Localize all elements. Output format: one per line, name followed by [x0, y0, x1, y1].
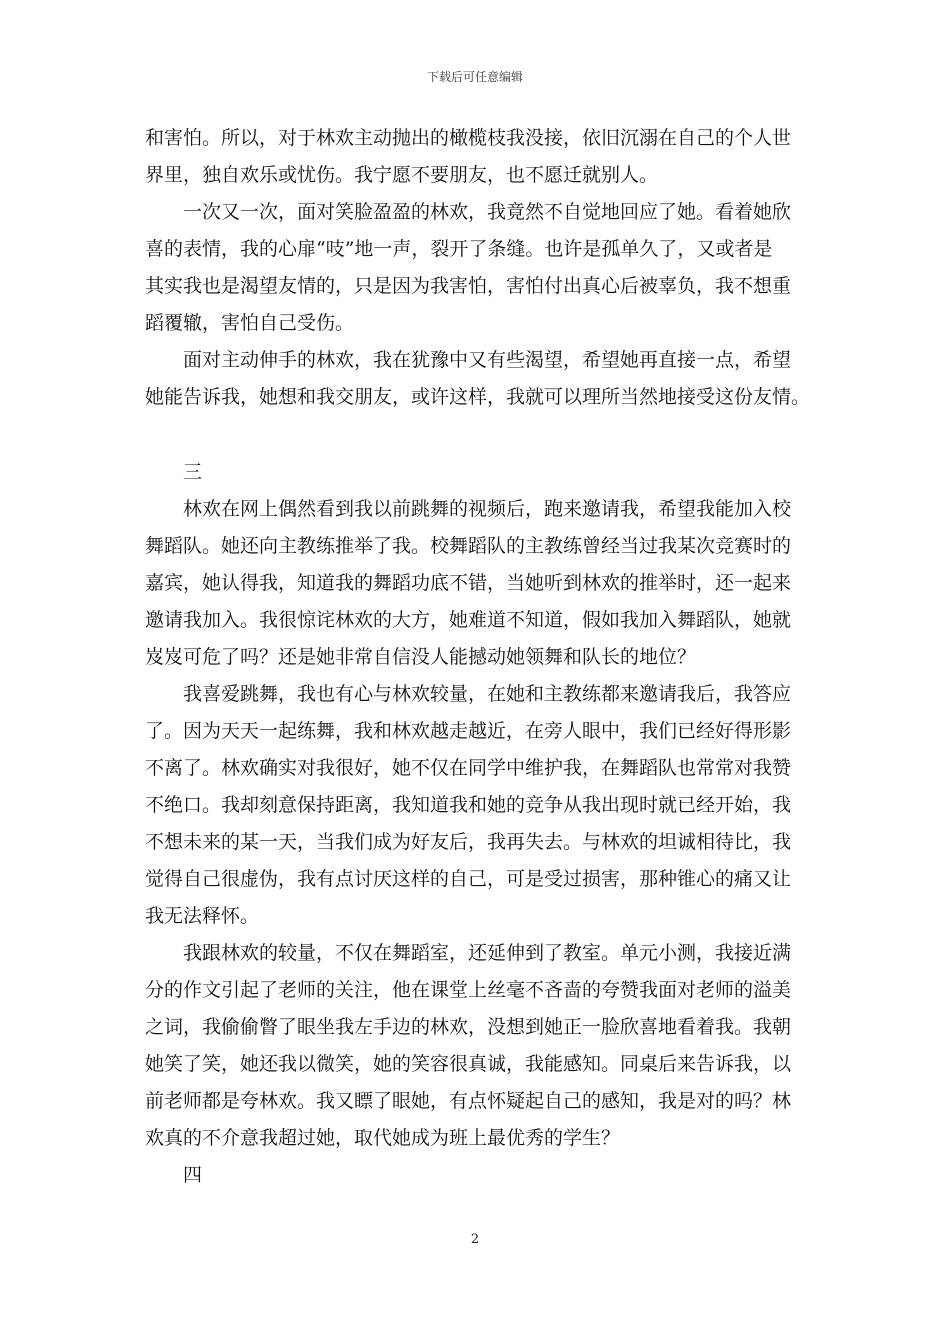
- text-line: 觉得自己很虚伪，我有点讨厌这样的自己，可是受过损害，那种锥心的痛又让: [145, 868, 792, 890]
- text-line: 其实我也是渴望友情的，只是因为我害怕，害怕付出真心后被辜负，我不想重: [145, 275, 792, 297]
- text-line: 她笑了笑，她还我以微笑，她的笑容很真诚，我能感知。同桌后来告诉我，以: [145, 1053, 792, 1075]
- paragraph-start: 一次又一次，面对笑脸盈盈的林欢，我竟然不自觉地回应了她。看着她欣: [183, 201, 792, 223]
- text-line: 之词，我偷偷瞥了眼坐我左手边的林欢，没想到她正一脸欣喜地看着我。我朝: [145, 1016, 792, 1038]
- text-line: 和害怕。所以，对于林欢主动抛出的橄榄枝我没接，依旧沉溺在自己的个人世: [145, 127, 792, 149]
- text-line: 嘉宾，她认得我，知道我的舞蹈功底不错，当她听到林欢的推举时，还一起来: [145, 572, 792, 594]
- section-heading: 三: [183, 461, 203, 483]
- section-heading: 四: [183, 1164, 203, 1186]
- text-line: 欢真的不介意我超过她，取代她成为班上最优秀的学生？: [145, 1127, 621, 1149]
- text-line: 喜的表情，我的心扉“吱”地一声，裂开了条缝。也许是孤单久了，又或者是: [145, 238, 773, 260]
- paragraph-start: 我喜爱跳舞，我也有心与林欢较量，在她和主教练都来邀请我后，我答应: [183, 683, 792, 705]
- text-line: 了。因为天天一起练舞，我和林欢越走越近，在旁人眼中，我们已经好得形影: [145, 720, 792, 742]
- page-header: 下载后可任意编辑: [426, 70, 523, 84]
- text-line: 不离了。林欢确实对我很好，她不仅在同学中维护我，在舞蹈队也常常对我赞: [145, 757, 792, 779]
- text-line: 界里，独自欢乐或忧伤。我宁愿不要朋友，也不愿迁就别人。: [145, 164, 659, 186]
- text-line: 分的作文引起了老师的关注，他在课堂上丝毫不吝啬的夸赞我面对老师的溢美: [145, 979, 792, 1001]
- document-body: [145, 120, 810, 1194]
- page-number: 2: [470, 1232, 480, 1247]
- paragraph-start: 我跟林欢的较量，不仅在舞蹈室，还延伸到了教室。单元小测，我接近满: [183, 942, 792, 964]
- text-line: 蹈覆辙，害怕自己受伤。: [145, 312, 355, 334]
- text-line: 岌岌可危了吗？还是她非常自信没人能撼动她领舞和队长的地位？: [145, 646, 697, 668]
- text-line: 她能告诉我，她想和我交朋友，或许这样，我就可以理所当然地接受这份友情。: [145, 386, 811, 408]
- paragraph-start: 面对主动伸手的林欢，我在犹豫中又有些渴望，希望她再直接一点，希望: [183, 349, 792, 371]
- paragraph-gap: [145, 416, 810, 454]
- text-line: 不想未来的某一天，当我们成为好友后，我再失去。与林欢的坦诚相待比，我: [145, 831, 792, 853]
- text-line: 舞蹈队。她还向主教练推举了我。校舞蹈队的主教练曾经当过我某次竞赛时的: [145, 535, 792, 557]
- text-line: 不绝口。我却刻意保持距离，我知道我和她的竞争从我出现时就已经开始，我: [145, 794, 792, 816]
- text-line: 前老师都是夸林欢。我又瞟了眼她，有点怀疑起自己的感知，我是对的吗？林: [145, 1090, 792, 1112]
- paragraph-start: 林欢在网上偶然看到我以前跳舞的视频后，跑来邀请我，希望我能加入校: [183, 498, 792, 520]
- text-line: 我无法释怀。: [145, 905, 260, 927]
- text-line: 邀请我加入。我很惊诧林欢的大方，她难道不知道，假如我加入舞蹈队，她就: [145, 609, 792, 631]
